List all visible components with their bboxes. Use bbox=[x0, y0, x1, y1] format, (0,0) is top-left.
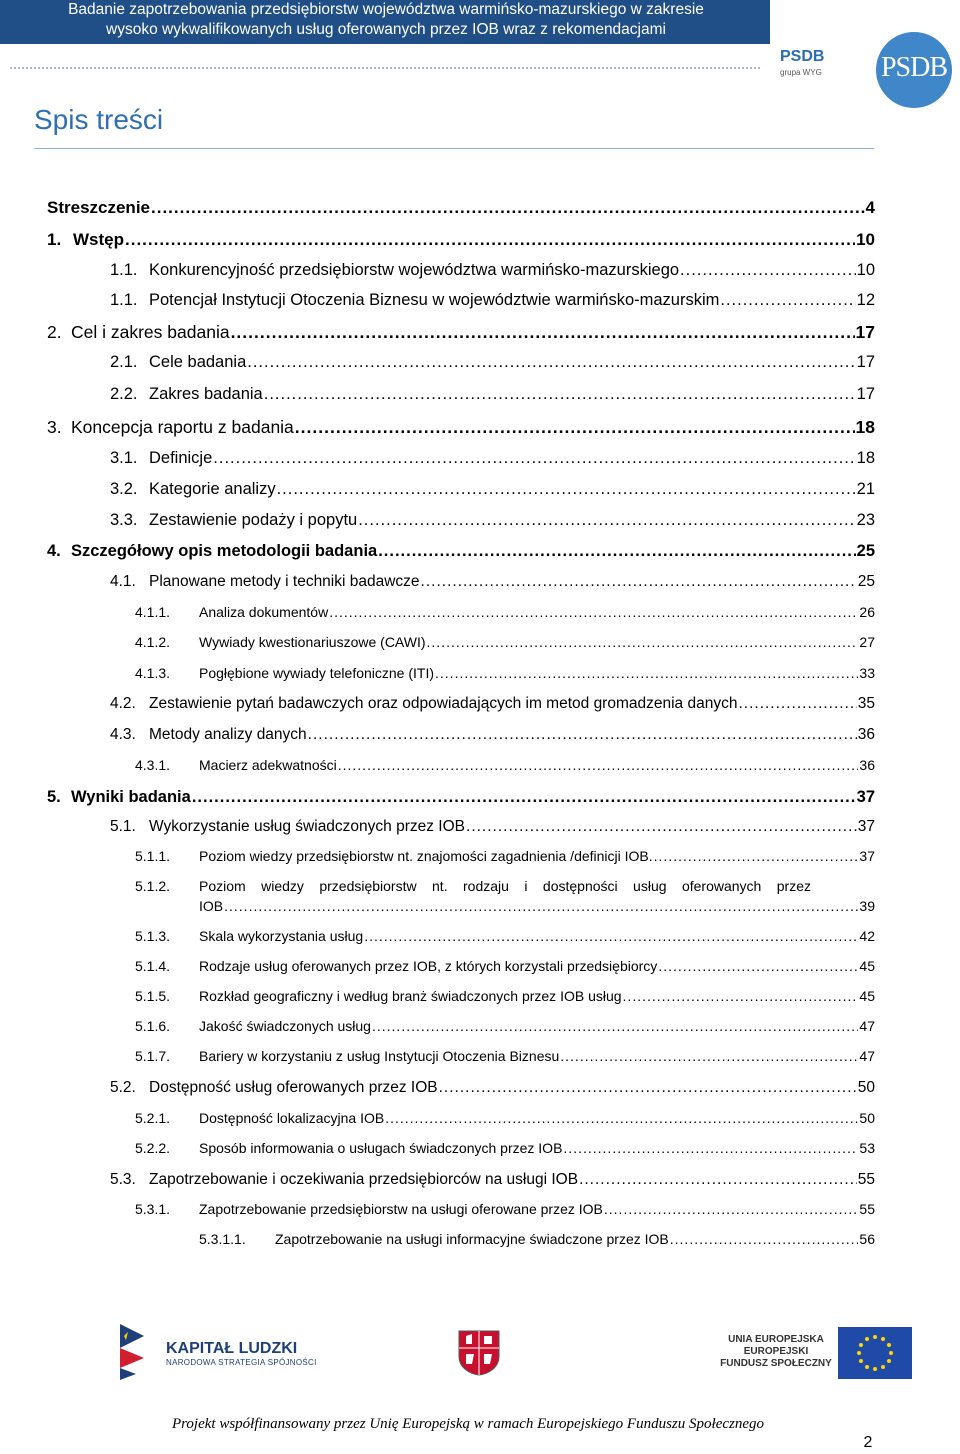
toc-entry-number: 5.3.1. bbox=[135, 1201, 171, 1217]
toc-entry-page: 33 bbox=[859, 665, 875, 681]
psdb-wordmark bbox=[780, 48, 850, 77]
toc-entry-page: 39 bbox=[859, 898, 875, 914]
toc-leader bbox=[670, 1231, 859, 1247]
toc-entry-label: Jakość świadczonych usług bbox=[199, 1018, 371, 1034]
toc-entry-label: Streszczenie bbox=[47, 198, 150, 217]
toc-entry-number: 4.3.1. bbox=[135, 757, 171, 773]
toc-entry[interactable] bbox=[110, 726, 875, 744]
toc-entry-number: 4.1.3. bbox=[135, 665, 171, 681]
toc-entry[interactable] bbox=[135, 988, 875, 1004]
psdb-sub: grupa WYG bbox=[780, 68, 822, 77]
toc-leader bbox=[192, 788, 856, 807]
toc-leader bbox=[427, 634, 859, 650]
toc-entry-page: 37 bbox=[856, 788, 875, 806]
toc-entry-page: 12 bbox=[856, 291, 875, 309]
toc-entry-label: Zestawienie pytań badawczych oraz odpowiadających im metod gromadzenia danych bbox=[149, 695, 738, 712]
toc-entry-page: 36 bbox=[859, 757, 875, 773]
toc-entry[interactable] bbox=[135, 634, 875, 650]
toc-entry[interactable] bbox=[110, 385, 875, 404]
toc-leader bbox=[125, 230, 855, 250]
toc-entry[interactable] bbox=[110, 511, 875, 530]
toc-entry-number: 3. bbox=[47, 417, 62, 437]
toc-entry-page: 42 bbox=[859, 928, 875, 944]
toc-entry-page: 50 bbox=[859, 1110, 875, 1126]
toc-entry[interactable] bbox=[110, 1079, 875, 1097]
toc-entry[interactable] bbox=[47, 417, 875, 438]
title-underline bbox=[34, 148, 874, 149]
toc-entry-number: 3.3. bbox=[110, 511, 138, 529]
toc-entry[interactable] bbox=[135, 1110, 875, 1126]
toc-entry-page: 45 bbox=[859, 958, 875, 974]
toc-entry[interactable] bbox=[135, 928, 875, 944]
toc-entry-number: 5. bbox=[47, 788, 61, 806]
toc-entry-number: 3.2. bbox=[110, 480, 138, 498]
toc-leader bbox=[277, 480, 856, 499]
toc-entry-number: 5.1.2. bbox=[135, 878, 171, 894]
toc-entry-page: 53 bbox=[859, 1140, 875, 1156]
toc-entry-page: 25 bbox=[857, 573, 875, 590]
toc-leader bbox=[604, 1201, 859, 1217]
toc-entry[interactable] bbox=[110, 1171, 875, 1189]
toc-entry-page: 17 bbox=[855, 322, 875, 342]
toc-entry[interactable] bbox=[110, 291, 875, 310]
toc-entry[interactable] bbox=[135, 1018, 875, 1034]
toc-entry-page: 4 bbox=[865, 198, 875, 217]
toc-leader bbox=[338, 757, 859, 773]
toc-entry-page: 45 bbox=[859, 988, 875, 1004]
toc-entry-label: Szczegółowy opis metodologii badania bbox=[71, 542, 378, 560]
toc-entry-number: 5.1.5. bbox=[135, 988, 171, 1004]
toc-leader bbox=[329, 604, 858, 620]
toc-entry[interactable] bbox=[135, 1201, 875, 1217]
toc-entry[interactable] bbox=[47, 542, 875, 561]
toc-entry-label: Wyniki badania bbox=[71, 788, 191, 806]
toc-entry-label: Zakres badania bbox=[149, 385, 263, 403]
regional-crest-icon bbox=[458, 1330, 500, 1376]
psdb-label: PSDB bbox=[780, 48, 825, 65]
toc-entry[interactable] bbox=[135, 958, 875, 974]
toc-entry-number: 5.1.4. bbox=[135, 958, 171, 974]
toc-entry-label: Potencjał Instytucji Otoczenia Biznesu w województwie warmińsko-mazurskim bbox=[149, 291, 720, 309]
toc-leader bbox=[378, 542, 855, 561]
toc-leader bbox=[231, 322, 855, 343]
toc-entry-number: 5.1.3. bbox=[135, 928, 171, 944]
toc-entry[interactable] bbox=[135, 604, 875, 620]
toc-entry-number: 1.1. bbox=[110, 261, 138, 279]
toc-entry-number: 5.2.1. bbox=[135, 1110, 171, 1126]
toc-entry-continuation bbox=[199, 898, 875, 914]
toc-entry-page: 23 bbox=[856, 511, 875, 529]
toc-entry[interactable] bbox=[135, 1140, 875, 1156]
toc-entry-page: 56 bbox=[859, 1231, 875, 1247]
toc-leader bbox=[579, 1171, 857, 1189]
toc-leader bbox=[151, 198, 865, 218]
toc-entry-label: Cele badania bbox=[149, 353, 247, 371]
toc-leader bbox=[439, 1079, 857, 1097]
toc-leader bbox=[623, 988, 859, 1004]
toc-leader bbox=[224, 898, 858, 914]
toc-entry-number: 5.3.1.1. bbox=[199, 1231, 246, 1247]
toc-entry-number: 4. bbox=[47, 542, 61, 560]
toc-leader bbox=[435, 665, 858, 681]
toc-entry[interactable] bbox=[110, 480, 875, 499]
toc-entry-number: 4.1.2. bbox=[135, 634, 171, 650]
toc-leader bbox=[247, 353, 855, 372]
toc-leader bbox=[720, 291, 855, 310]
toc-entry-page: 35 bbox=[857, 695, 875, 712]
toc-entry[interactable] bbox=[47, 230, 875, 250]
toc-entry-label: Wykorzystanie usług świadczonych przez IOB bbox=[149, 818, 466, 835]
toc-entry-number: 5.2. bbox=[110, 1079, 136, 1096]
toc-entry-label: Zapotrzebowanie przedsiębiorstw na usługi oferowane przez IOB bbox=[199, 1201, 603, 1217]
ue-label bbox=[720, 1334, 832, 1370]
toc-entry-page: 25 bbox=[856, 542, 875, 560]
toc-entry-page: 36 bbox=[857, 726, 875, 743]
toc-leader bbox=[358, 511, 855, 530]
toc-entry-page: 26 bbox=[859, 604, 875, 620]
toc-entry-page: 10 bbox=[856, 230, 875, 249]
toc-entry-label: Rozkład geograficzny i według branż świadczonych przez IOB usług bbox=[199, 988, 622, 1004]
toc-entry[interactable] bbox=[47, 198, 875, 218]
kapital-ludzki-subtitle: NARODOWA STRATEGIA SPÓJNOŚCI bbox=[166, 1358, 317, 1367]
toc-entry-page: 55 bbox=[859, 1201, 875, 1217]
toc-leader bbox=[654, 848, 859, 864]
toc-entry[interactable] bbox=[47, 322, 875, 343]
toc-entry-label: Kategorie analizy bbox=[149, 480, 276, 498]
toc-leader bbox=[308, 726, 857, 744]
toc-entry-number: 2. bbox=[47, 322, 62, 342]
ue-line-3: FUNDUSZ SPOŁECZNY bbox=[720, 1358, 832, 1369]
toc-entry-page: 55 bbox=[857, 1171, 875, 1188]
toc-leader bbox=[563, 1140, 858, 1156]
toc-leader bbox=[680, 261, 856, 280]
kapital-ludzki-logo-icon bbox=[112, 1322, 152, 1380]
toc-entry[interactable] bbox=[110, 573, 875, 591]
header-title bbox=[8, 0, 764, 40]
toc-entry[interactable] bbox=[110, 449, 875, 468]
toc-entry-number: 5.2.2. bbox=[135, 1140, 171, 1156]
toc-entry-label: Poziom wiedzy przedsiębiorstw nt. znajomości zagadnienia /definicji IOB. bbox=[199, 848, 653, 864]
toc-entry[interactable] bbox=[135, 848, 875, 864]
toc-leader bbox=[364, 928, 858, 944]
toc-entry[interactable] bbox=[47, 788, 875, 807]
page-title: Spis treści bbox=[34, 104, 164, 135]
toc-entry-label: Dostępność lokalizacyjna IOB bbox=[199, 1110, 385, 1126]
toc-entry-page: 47 bbox=[859, 1048, 875, 1064]
toc-entry-page: 17 bbox=[856, 385, 875, 403]
header-dotted-divider bbox=[10, 67, 760, 69]
toc-entry-page: 27 bbox=[859, 634, 875, 650]
toc-leader bbox=[658, 958, 858, 974]
header-line-2: wysoko wykwalifikowanych usług oferowanych przez IOB wraz z rekomendacjami bbox=[106, 21, 666, 38]
toc-entry-page: 17 bbox=[856, 353, 875, 371]
toc-entry-page: 18 bbox=[856, 449, 875, 467]
eu-flag-icon bbox=[838, 1327, 912, 1379]
kapital-ludzki-title: KAPITAŁ LUDZKI bbox=[166, 1340, 298, 1357]
psdb-logo-icon bbox=[876, 32, 952, 108]
toc-entry-label: Wywiady kwestionariuszowe (CAWI) bbox=[199, 634, 426, 650]
toc-entry[interactable] bbox=[135, 757, 875, 773]
toc-entry-label: Pogłębione wywiady telefoniczne (ITI) bbox=[199, 665, 435, 681]
toc-entry-number: 5.1.1. bbox=[135, 848, 171, 864]
ue-line-2: EUROPEJSKI bbox=[743, 1346, 809, 1357]
toc-leader bbox=[421, 573, 857, 591]
header-line-1: Badanie zapotrzebowania przedsiębiorstw województwa warmińsko-mazurskiego w zakresie bbox=[68, 1, 704, 18]
toc-entry-label: Konkurencyjność przedsiębiorstw województwa warmińsko-mazurskiego bbox=[149, 261, 680, 279]
toc-entry-label: Macierz adekwatności bbox=[199, 757, 337, 773]
toc-entry-label: Metody analizy danych bbox=[149, 726, 307, 743]
toc-entry-number: 5.1. bbox=[110, 818, 136, 835]
toc-entry-number: 2.2. bbox=[110, 385, 138, 403]
toc-entry-number: 1.1. bbox=[110, 291, 138, 309]
page-number: 2 bbox=[863, 1434, 873, 1451]
toc-entry-number: 5.1.6. bbox=[135, 1018, 171, 1034]
toc-entry-label: Analiza dokumentów bbox=[199, 604, 329, 620]
toc-entry-number: 4.3. bbox=[110, 726, 136, 743]
toc-entry-page: 21 bbox=[856, 480, 875, 498]
toc-leader bbox=[372, 1018, 858, 1034]
toc-leader bbox=[738, 695, 856, 713]
toc-entry-label: Sposób informowania o usługach świadczonych przez IOB bbox=[199, 1140, 563, 1156]
toc-entry-label: Cel i zakres badania bbox=[71, 322, 230, 342]
toc-entry-label: Zapotrzebowanie i oczekiwania przedsiębiorców na usługi IOB bbox=[149, 1171, 579, 1188]
toc-entry[interactable] bbox=[110, 818, 875, 836]
cofinancing-note: Projekt współfinansowany przez Unię Europejską w ramach Europejskiego Funduszu Społecznego bbox=[171, 1416, 765, 1432]
toc-entry-number: 1. bbox=[47, 230, 62, 249]
toc-entry-page: 10 bbox=[856, 261, 875, 279]
toc-leader bbox=[213, 449, 855, 468]
toc-entry[interactable] bbox=[110, 695, 875, 713]
toc-entry-label: Poziom wiedzy przedsiębiorstw nt. rodzaju i dostępności usług oferowanych przez bbox=[199, 878, 811, 894]
toc-entry-label: Zapotrzebowanie na usługi informacyjne świadczone przez IOB bbox=[275, 1231, 669, 1247]
toc-entry-number: 2.1. bbox=[110, 353, 138, 371]
toc-entry-label: Koncepcja raportu z badania bbox=[71, 417, 294, 437]
ue-line-1: UNIA EUROPEJSKA bbox=[728, 1334, 824, 1345]
toc-entry-label: Rodzaje usług oferowanych przez IOB, z których korzystali przedsiębiorcy bbox=[199, 958, 658, 974]
toc-entry[interactable] bbox=[135, 665, 875, 681]
toc-entry-number: 4.1.1. bbox=[135, 604, 171, 620]
toc-entry[interactable] bbox=[135, 1048, 875, 1064]
toc-entry-label: Wstęp bbox=[73, 230, 124, 249]
toc-entry-label: Definicje bbox=[149, 449, 213, 467]
toc-entry-number: 3.1. bbox=[110, 449, 138, 467]
toc-entry-page: 50 bbox=[857, 1079, 875, 1096]
toc-entry-page: 37 bbox=[857, 818, 875, 835]
toc-entry-page: 37 bbox=[859, 848, 875, 864]
toc-entry-label: Dostępność usług oferowanych przez IOB bbox=[149, 1079, 438, 1096]
toc-entry-label: Zestawienie podaży i popytu bbox=[149, 511, 358, 529]
toc-leader bbox=[264, 385, 856, 404]
toc-entry-page: 18 bbox=[855, 417, 875, 437]
toc-entry-number: 5.1.7. bbox=[135, 1048, 171, 1064]
toc-entry-label-cont: IOB bbox=[199, 898, 224, 914]
toc-entry-number: 5.3. bbox=[110, 1171, 136, 1188]
toc-entry-number: 4.2. bbox=[110, 695, 136, 712]
toc-entry-number: 4.1. bbox=[110, 573, 136, 590]
toc-entry-label: Planowane metody i techniki badawcze bbox=[149, 573, 420, 590]
toc-entry[interactable] bbox=[199, 1231, 875, 1247]
toc-entry[interactable] bbox=[110, 353, 875, 372]
toc-entry-label: Skala wykorzystania usług bbox=[199, 928, 364, 944]
toc-leader bbox=[466, 818, 857, 836]
toc-leader bbox=[295, 417, 855, 438]
toc-entry-label: Bariery w korzystaniu z usług Instytucji Otoczenia Biznesu bbox=[199, 1048, 560, 1064]
toc-leader bbox=[385, 1110, 858, 1126]
toc-entry[interactable] bbox=[110, 261, 875, 280]
psdb-logo-text: PSDB bbox=[880, 52, 948, 83]
toc-entry-page: 47 bbox=[859, 1018, 875, 1034]
toc-leader bbox=[560, 1048, 858, 1064]
